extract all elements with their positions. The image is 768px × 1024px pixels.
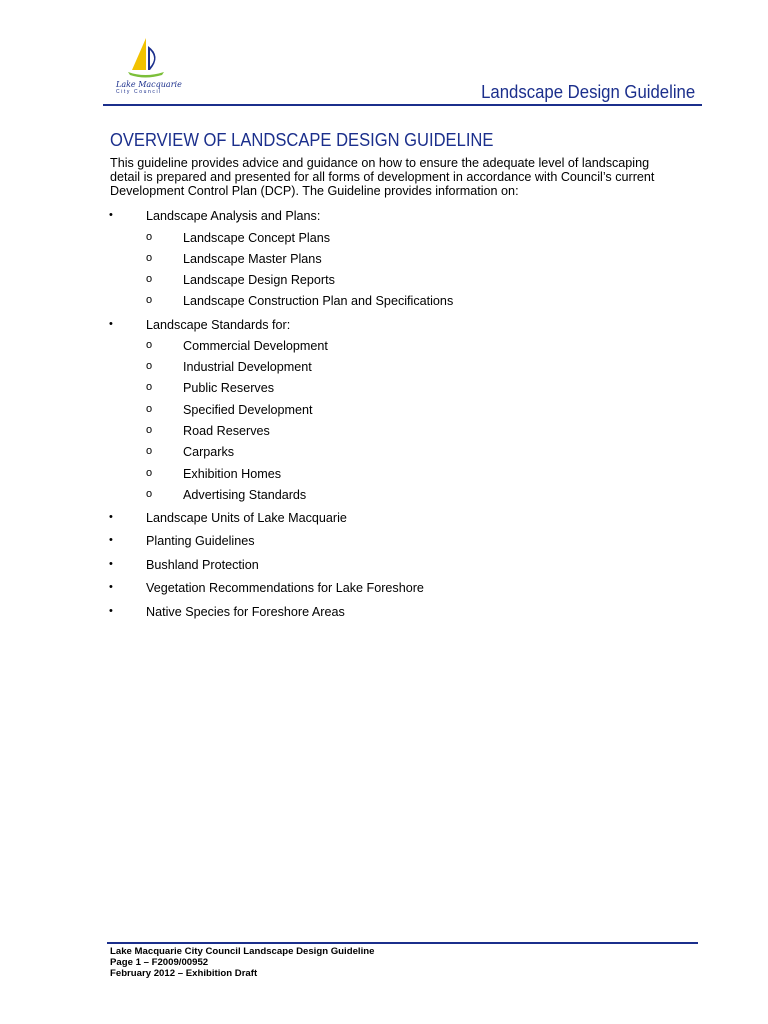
list-item-label: Bushland Protection bbox=[146, 558, 259, 572]
list-item-label: Landscape Standards for: bbox=[146, 318, 291, 332]
list-item bbox=[109, 318, 291, 332]
logo-subtitle: City Council bbox=[116, 89, 162, 95]
footer-page-reference: Page 1 – F2009/00952 bbox=[110, 957, 209, 968]
sub-list-item-label: Exhibition Homes bbox=[183, 467, 281, 481]
footer-date: February 2012 – Exhibition Draft bbox=[110, 968, 258, 979]
list-item bbox=[109, 558, 259, 572]
sub-bullet-icon: o bbox=[146, 488, 153, 500]
sub-list-item bbox=[146, 381, 274, 395]
logo-name: Lake Macquarie bbox=[116, 80, 182, 89]
sub-list-item-label: Advertising Standards bbox=[183, 488, 307, 502]
sub-list-item bbox=[146, 339, 328, 353]
sub-bullet-icon: o bbox=[146, 360, 153, 372]
sub-list-item-label: Landscape Master Plans bbox=[183, 252, 322, 266]
section-heading: OVERVIEW OF LANDSCAPE DESIGN GUIDELINE bbox=[110, 130, 494, 150]
sub-list-item bbox=[146, 231, 331, 245]
list-item-label: Landscape Analysis and Plans: bbox=[146, 209, 321, 223]
sub-list-item-label: Specified Development bbox=[183, 403, 313, 417]
sub-list-item bbox=[146, 273, 335, 287]
sub-list-item bbox=[146, 403, 313, 417]
bullet-icon: • bbox=[109, 511, 113, 523]
sub-bullet-icon: o bbox=[146, 424, 153, 436]
sub-list-item bbox=[146, 467, 281, 481]
sub-bullet-icon: o bbox=[146, 252, 153, 264]
sub-list-item-label: Landscape Construction Plan and Specifications bbox=[183, 294, 454, 308]
sub-bullet-icon: o bbox=[146, 273, 153, 285]
sub-list-item bbox=[146, 360, 312, 374]
sub-list-item-label: Public Reserves bbox=[183, 381, 274, 395]
sub-bullet-icon: o bbox=[146, 467, 153, 479]
bullet-icon: • bbox=[109, 605, 113, 617]
list-item bbox=[109, 511, 347, 525]
intro-paragraph: This guideline provides advice and guidance on how to ensure the adequate level of landscaping detail is prepared and presented for all forms of development in accordance with Council’s current Development Control Plan (DCP). The Guideline provides information on: bbox=[110, 156, 655, 199]
list-item bbox=[109, 534, 255, 548]
list-item-label: Vegetation Recommendations for Lake Foreshore bbox=[146, 581, 424, 595]
header-divider bbox=[103, 104, 702, 106]
list-item bbox=[109, 581, 424, 595]
sub-list-item-label: Commercial Development bbox=[183, 339, 328, 353]
sub-bullet-icon: o bbox=[146, 339, 153, 351]
sub-list-item bbox=[146, 294, 454, 308]
list-item-label: Planting Guidelines bbox=[146, 534, 255, 548]
sub-list-item-label: Industrial Development bbox=[183, 360, 312, 374]
sub-bullet-icon: o bbox=[146, 445, 153, 457]
sub-list-item bbox=[146, 252, 322, 266]
bullet-icon: • bbox=[109, 581, 113, 593]
sub-list-item-label: Carparks bbox=[183, 445, 235, 459]
list-item-label: Native Species for Foreshore Areas bbox=[146, 605, 345, 619]
sub-list-item bbox=[146, 488, 307, 502]
sub-list-item bbox=[146, 445, 235, 459]
bullet-icon: • bbox=[109, 209, 113, 221]
sub-list-item bbox=[146, 424, 270, 438]
sub-list-item-label: Landscape Concept Plans bbox=[183, 231, 331, 245]
bullet-icon: • bbox=[109, 318, 113, 330]
bullet-icon: • bbox=[109, 558, 113, 570]
sub-bullet-icon: o bbox=[146, 231, 153, 243]
sub-bullet-icon: o bbox=[146, 294, 153, 306]
sub-bullet-icon: o bbox=[146, 403, 153, 415]
sub-list-item-label: Landscape Design Reports bbox=[183, 273, 335, 287]
bullet-icon: • bbox=[109, 534, 113, 546]
sub-bullet-icon: o bbox=[146, 381, 153, 393]
council-logo bbox=[112, 36, 182, 96]
list-item-label: Landscape Units of Lake Macquarie bbox=[146, 511, 347, 525]
list-item bbox=[109, 605, 345, 619]
sub-list-item-label: Road Reserves bbox=[183, 424, 270, 438]
sailboat-logo-icon bbox=[124, 36, 166, 78]
list-item bbox=[109, 209, 321, 223]
footer-divider bbox=[107, 942, 698, 944]
document-title: Landscape Design Guideline bbox=[480, 82, 695, 102]
page-footer bbox=[110, 946, 374, 979]
footer-title: Lake Macquarie City Council Landscape Design Guideline bbox=[110, 946, 375, 957]
